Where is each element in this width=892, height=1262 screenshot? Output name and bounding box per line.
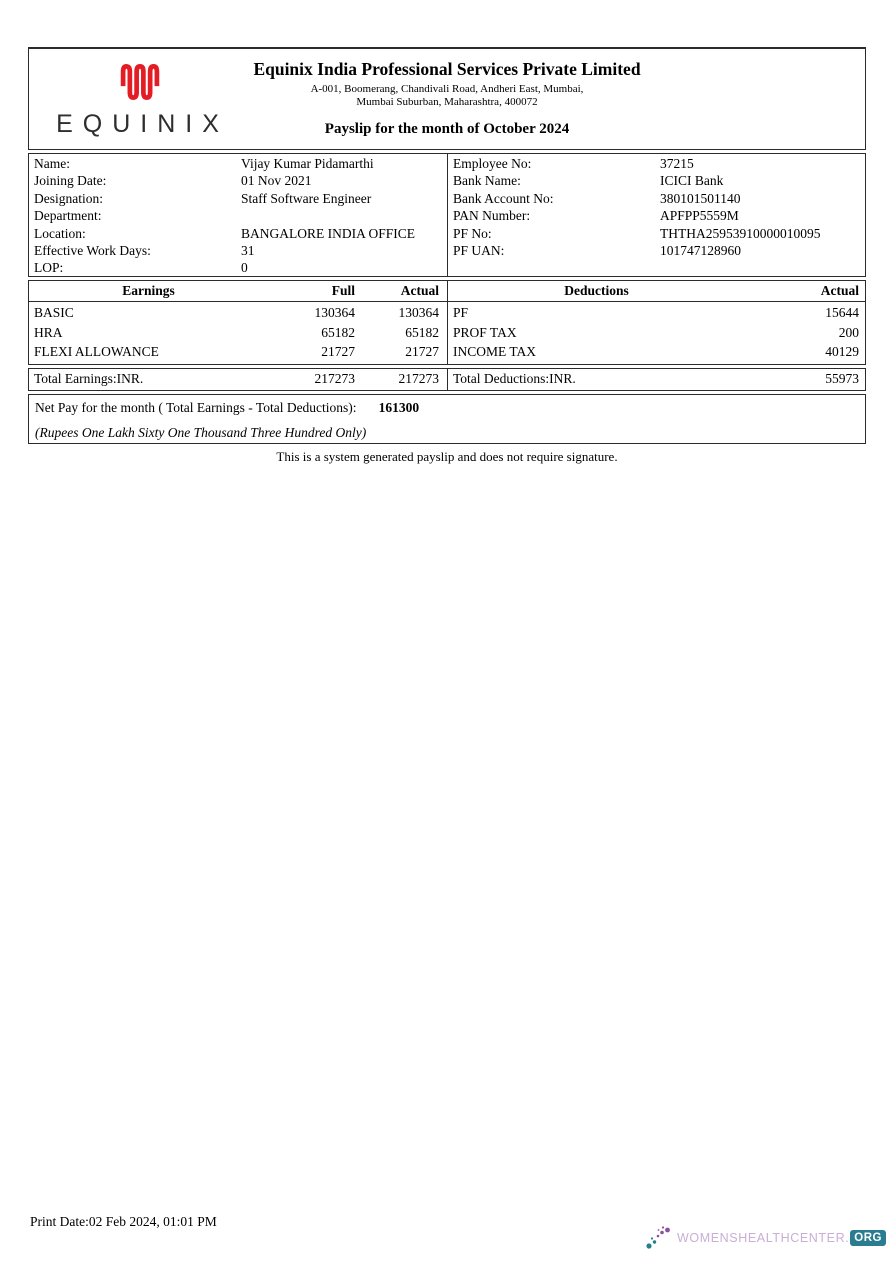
deductions-row-income-tax [448,342,865,362]
deductions-row-pf [448,303,865,323]
detail-label: Designation: [34,190,103,206]
earning-name: FLEXI ALLOWANCE [34,344,159,360]
company-address [29,83,865,108]
detail-value: 31 [241,242,255,258]
detail-label: Department: [34,208,102,224]
detail-row-pf-uan [453,242,861,259]
deduction-name: PF [453,305,469,320]
header-text-block [29,59,865,138]
watermark-text: WOMENSHEALTHCENTER. [677,1231,850,1245]
detail-value: Staff Software Engineer [241,190,372,206]
detail-value: BANGALORE INDIA OFFICE [241,225,416,241]
earning-full: 21727 [321,344,355,360]
detail-row-pf-no [453,225,861,242]
deduction-actual: 200 [838,324,859,340]
detail-value: 380101501140 [660,190,741,206]
address-line-2: Mumbai Suburban, Maharashtra, 400072 [356,95,538,108]
actual-header: Actual [400,283,439,298]
employee-details-left [29,154,447,276]
company-name: Equinix India Professional Services Private Limited [253,59,641,79]
earning-actual: 21727 [405,344,439,360]
earnings-deductions-section [28,280,866,365]
detail-label: PF No: [453,225,492,241]
watermark [645,1224,886,1252]
total-deductions-actual: 55973 [825,370,859,386]
watermark-org-badge: ORG [850,1230,886,1246]
earnings-row-flexi-allowance [29,342,447,362]
system-generated-note: This is a system generated payslip and does not require signature. [276,448,618,464]
detail-value: Vijay Kumar Pidamarthi [241,156,374,171]
address-line-1: A-001, Boomerang, Chandivali Road, Andheri East, Mumbai, [310,83,584,95]
total-earnings-actual: 217273 [398,370,439,386]
detail-label: Joining Date: [34,173,107,189]
detail-value: ICICI Bank [660,173,724,189]
deduction-actual: 40129 [825,344,859,360]
detail-row-department [34,207,443,224]
earnings-rows [29,302,447,364]
total-earnings-label: Total Earnings:INR. [34,370,144,386]
detail-row-designation [34,190,443,207]
detail-value: 0 [241,260,248,276]
net-pay-line [35,400,859,416]
detail-value: THTHA25953910000010095 [660,225,821,241]
deduction-name: INCOME TAX [453,344,537,360]
total-deductions-row [447,369,865,390]
employee-details-section [28,153,866,277]
actual-header: Actual [820,283,859,298]
earning-actual: 130364 [398,305,439,320]
equinix-logo-text: EQUINIX [56,110,229,138]
detail-label: Effective Work Days: [34,242,151,258]
earnings-table [29,281,447,364]
earnings-header: Earnings [122,283,175,298]
earning-actual: 65182 [405,324,439,340]
detail-label: Bank Name: [453,173,521,189]
detail-label: PAN Number: [453,208,531,224]
deductions-header: Deductions [564,283,629,298]
detail-value: 101747128960 [660,242,741,258]
detail-row-effective-work-days [34,242,443,259]
deduction-name: PROF TAX [453,324,517,340]
detail-row-bank-name [453,172,861,189]
detail-value: APFPP5559M [660,208,739,224]
detail-row-joining-date [34,172,443,189]
employee-details-right [447,154,865,276]
earning-name: BASIC [34,305,74,320]
earnings-row-basic [29,303,447,323]
earnings-header-row [29,281,447,302]
detail-row-lop [34,259,443,276]
net-pay-label: Net Pay for the month ( Total Earnings - Total Deductions): [35,399,357,415]
detail-label: LOP: [34,260,64,276]
totals-section [28,368,866,391]
detail-label: Employee No: [453,156,532,171]
watermark-dots-icon [645,1224,675,1252]
earning-name: HRA [34,324,63,340]
deductions-row-prof-tax [448,323,865,343]
detail-row-bank-account-no [453,190,861,207]
detail-row-pan-number [453,207,861,224]
net-pay-section [28,394,866,444]
detail-label: PF UAN: [453,242,505,258]
detail-row-name [34,155,443,172]
detail-label: Location: [34,225,86,241]
detail-value: 37215 [660,156,694,171]
total-earnings-row [29,369,447,390]
detail-value [241,207,443,224]
earning-full: 65182 [321,324,355,340]
deductions-table [447,281,865,364]
earning-full: 130364 [314,305,355,320]
net-pay-in-words: (Rupees One Lakh Sixty One Thousand Three Hundred Only) [35,424,367,440]
deductions-rows [448,302,865,364]
net-pay-amount: 161300 [378,399,420,415]
payslip-title: Payslip for the month of October 2024 [324,121,570,137]
total-deductions-label: Total Deductions:INR. [453,370,576,386]
detail-row-employee-no [453,155,861,172]
detail-row-location [34,225,443,242]
deduction-actual: 15644 [825,305,859,320]
detail-label: Bank Account No: [453,190,554,206]
payslip-document [28,47,866,465]
print-date: Print Date:02 Feb 2024, 01:01 PM [30,1214,217,1229]
earnings-row-hra [29,323,447,343]
total-earnings-full: 217273 [314,370,355,386]
detail-label: Name: [34,156,70,171]
deductions-header-row [448,281,865,302]
full-header: Full [331,283,355,298]
header-section [28,47,866,150]
detail-value: 01 Nov 2021 [241,173,312,189]
